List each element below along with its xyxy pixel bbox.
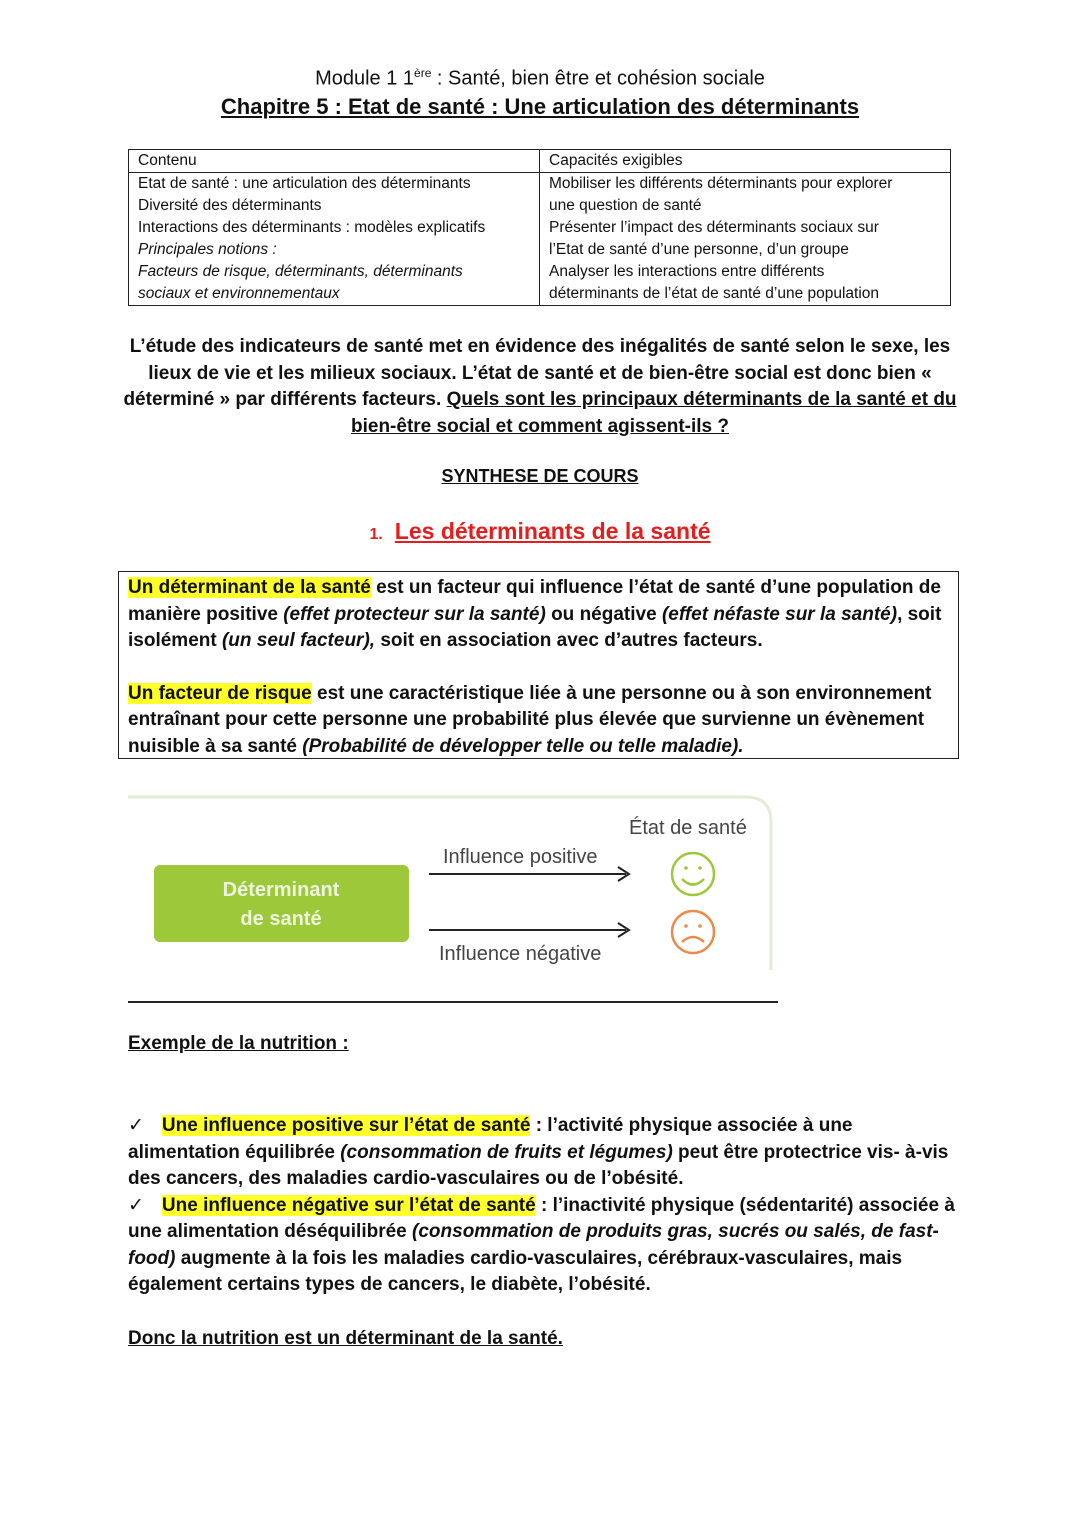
smiley-happy-icon: [672, 853, 714, 895]
intro-paragraph: L’étude des indicateurs de santé met en évidence des inégalités de santé selon le sexe, les lieux de vie et les milieux sociaux. L’état de santé et de bien-être social est donc bien « déterminé » par différents facteurs. Quels sont les principaux déterminants de la santé et du bien-être social et comment agissent-ils ?: [123, 336, 957, 437]
risk-factor-definition: Un facteur de risque est une caractéristique liée à une personne ou à son environnement entraînant pour cette personne une probabilité plus élevée que survienne un évènement nuisible à sa santé (Probabilité de développer telle ou telle maladie).: [128, 682, 932, 757]
positive-influence-item: ✓ Une influence positive sur l’état de santé : l’activité physique associée à une alimentation équilibrée (consommation de fruits et légumes) peut être protectrice vis- à-vis des cancers, des maladies cardio-vasculaires ou de l’obésité.: [128, 1115, 949, 1189]
check-icon: ✓: [128, 1194, 144, 1216]
module-heading: Module 1 1ère : Santé, bien être et cohésion sociale: [315, 66, 765, 90]
negative-influence-label: Influence négative: [439, 943, 602, 965]
negative-influence-item: ✓ Une influence négative sur l’état de santé : l’inactivité physique (sédentarité) associée à une alimentation déséquilibrée (consommation de produits gras, sucrés ou salés, de fast-food) augmente à la fois les maladies cardio-vasculaires, cérébraux-vasculaires, mais également certains types de cancers, le diabète, l’obésité.: [128, 1194, 955, 1295]
guiding-question: Quels sont les principaux déterminants de la santé et du bien-être social et comment agissent-ils ?: [351, 389, 957, 437]
chapter-title: Chapitre 5 : Etat de santé : Une articulation des déterminants: [220, 94, 860, 119]
determinant-box-line2: de santé: [240, 908, 322, 930]
divider-line: [128, 1001, 778, 1003]
smiley-sad-icon: [672, 911, 714, 953]
example-list: [128, 1113, 958, 1299]
determinant-box-line1: Déterminant: [222, 879, 340, 901]
health-state-label: État de santé: [629, 817, 747, 839]
positive-influence-label: Influence positive: [443, 846, 598, 868]
content-column-header: Contenu: [129, 150, 540, 173]
conclusion: Donc la nutrition est un déterminant de la santé.: [128, 1328, 563, 1349]
synthesis-heading: SYNTHESE DE COURS: [441, 466, 639, 486]
check-icon: ✓: [128, 1115, 144, 1136]
example-title: Exemple de la nutrition :: [128, 1033, 349, 1054]
capacities-cell: Mobiliser les différents déterminants pour explorer une question de santé Présenter l’impact des déterminants sociaux sur l’Etat de santé d’une personne, d’un groupe Analyser les interactions entre différents déterminants de l’état de santé d’une population: [540, 173, 951, 306]
section-heading: 1. Les déterminants de la santé: [369, 518, 711, 544]
capacities-column-header: Capacités exigibles: [540, 150, 951, 173]
program-table: [128, 149, 951, 306]
content-cell: Etat de santé : une articulation des déterminants Diversité des déterminants Interactions des déterminants : modèles explicatifs Principales notions : Facteurs de risque, déterminants, déterminants sociaux et environnementaux: [129, 173, 540, 306]
determinant-definition: Un déterminant de la santé est un facteur qui influence l’état de santé d’une population de manière positive (effet protecteur sur la santé) ou négative (effet néfaste sur la santé), soit isolément (un seul facteur), soit en association avec d’autres facteurs.: [128, 577, 942, 651]
determinant-box: [154, 865, 409, 942]
definitions-box: [118, 571, 959, 759]
determinant-diagram: [126, 795, 786, 985]
